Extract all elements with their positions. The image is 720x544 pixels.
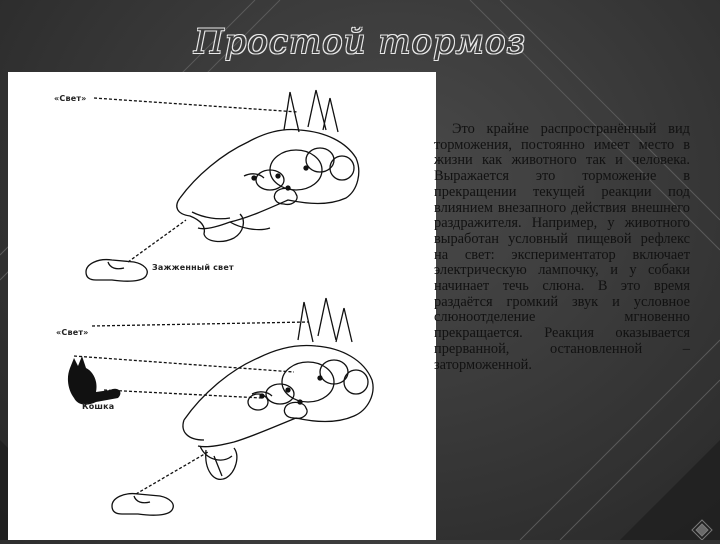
- description-text: Это крайне распространённый вид торможения, постоянно имеет место в жизни как животного так и человека. Выражается это торможение в прекращении текущей реакции под влиянием внезапного действия внешнего раздражителя. Например, у животного выработан условный пищевой рефлекс на свет: экспериментатор включает электрическую лампочку, и у собаки начинает течь слюна. В это время раздаётся громкий звук и условное слюноотделение мгновенно прекращается. Реакция оказывается прерванной, остановленной – заторможенной.: [434, 121, 690, 373]
- top-signal-label: «Свет»: [54, 94, 87, 103]
- top-stimulus-label: Зажженный свет: [152, 263, 234, 272]
- dog-experiment-drawing: [8, 72, 436, 540]
- top-shoe-icon: [86, 260, 147, 282]
- bottom-dog-head: [183, 298, 373, 479]
- cat-label: Кошка: [82, 402, 115, 411]
- bottom-shoe-icon: [112, 494, 173, 516]
- bottom-signal-label: «Свет»: [56, 328, 89, 337]
- top-dog-head: [177, 90, 359, 241]
- slide-title: Простой тормоз: [193, 22, 527, 62]
- cat-icon: [68, 356, 121, 405]
- experiment-illustration: [8, 72, 436, 540]
